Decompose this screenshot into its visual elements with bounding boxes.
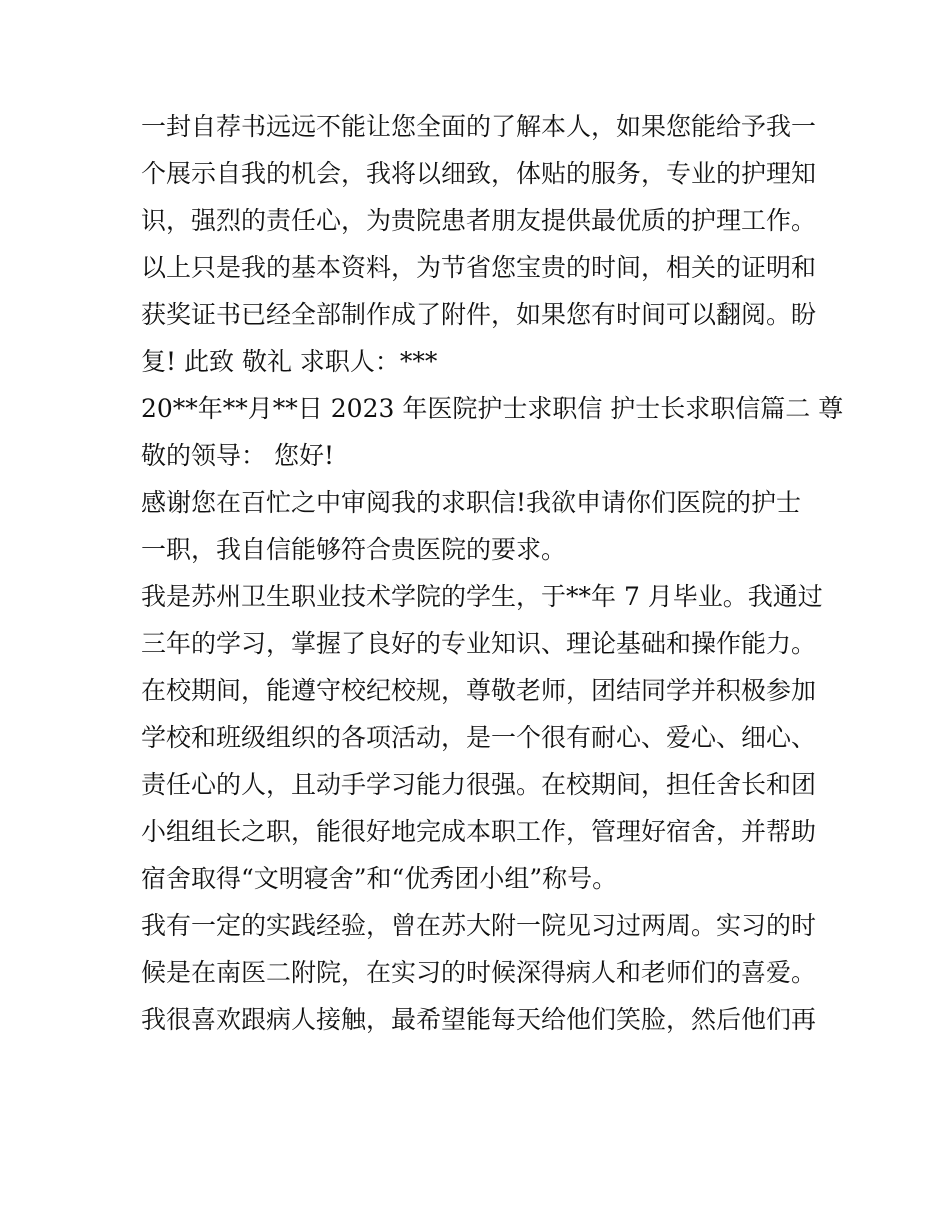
text-line: 我很喜欢跟病人接触，最希望能每天给他们笑脸，然后他们再 <box>141 1005 817 1034</box>
text-line: 敬的领导： 您好! <box>141 441 334 470</box>
text-line: 复! 此致 敬礼 求职人：*** <box>141 347 438 376</box>
text-line: 责任心的人，且动手学习能力很强。在校期间，担任舍长和团 <box>141 770 817 799</box>
text-line: 获奖证书已经全部制作成了附件，如果您有时间可以翻阅。盼 <box>141 300 817 329</box>
letter-body <box>141 103 844 1043</box>
text-line: 学校和班级组织的各项活动，是一个很有耐心、爱心、细心、 <box>141 723 817 752</box>
text-line: 一职，我自信能够符合贵医院的要求。 <box>141 535 567 564</box>
text-line: 识，强烈的责任心，为贵院患者朋友提供最优质的护理工作。 <box>141 206 817 235</box>
text-line: 宿舍取得“文明寝舍”和“优秀团小组”称号。 <box>141 864 618 893</box>
text-line: 20**年**月**日 2023 年医院护士求职信 护士长求职信篇二 尊 <box>141 394 844 423</box>
text-line: 三年的学习，掌握了良好的专业知识、理论基础和操作能力。 <box>141 629 817 658</box>
text-line: 个展示自我的机会，我将以细致，体贴的服务，专业的护理知 <box>141 159 817 188</box>
text-line: 候是在南医二附院，在实习的时候深得病人和老师们的喜爱。 <box>141 958 817 987</box>
text-line: 我有一定的实践经验，曾在苏大附一院见习过两周。实习的时 <box>141 911 817 940</box>
text-line: 在校期间，能遵守校纪校规，尊敬老师，团结同学并积极参加 <box>141 676 817 705</box>
text-line: 感谢您在百忙之中审阅我的求职信!我欲申请你们医院的护士 <box>141 488 802 517</box>
text-line: 以上只是我的基本资料，为节省您宝贵的时间，相关的证明和 <box>141 253 817 282</box>
text-line: 小组组长之职，能很好地完成本职工作，管理好宿舍，并帮助 <box>141 817 817 846</box>
text-line: 一封自荐书远远不能让您全面的了解本人，如果您能给予我一 <box>141 112 817 141</box>
text-line: 我是苏州卫生职业技术学院的学生，于**年 7 月毕业。我通过 <box>141 582 823 611</box>
